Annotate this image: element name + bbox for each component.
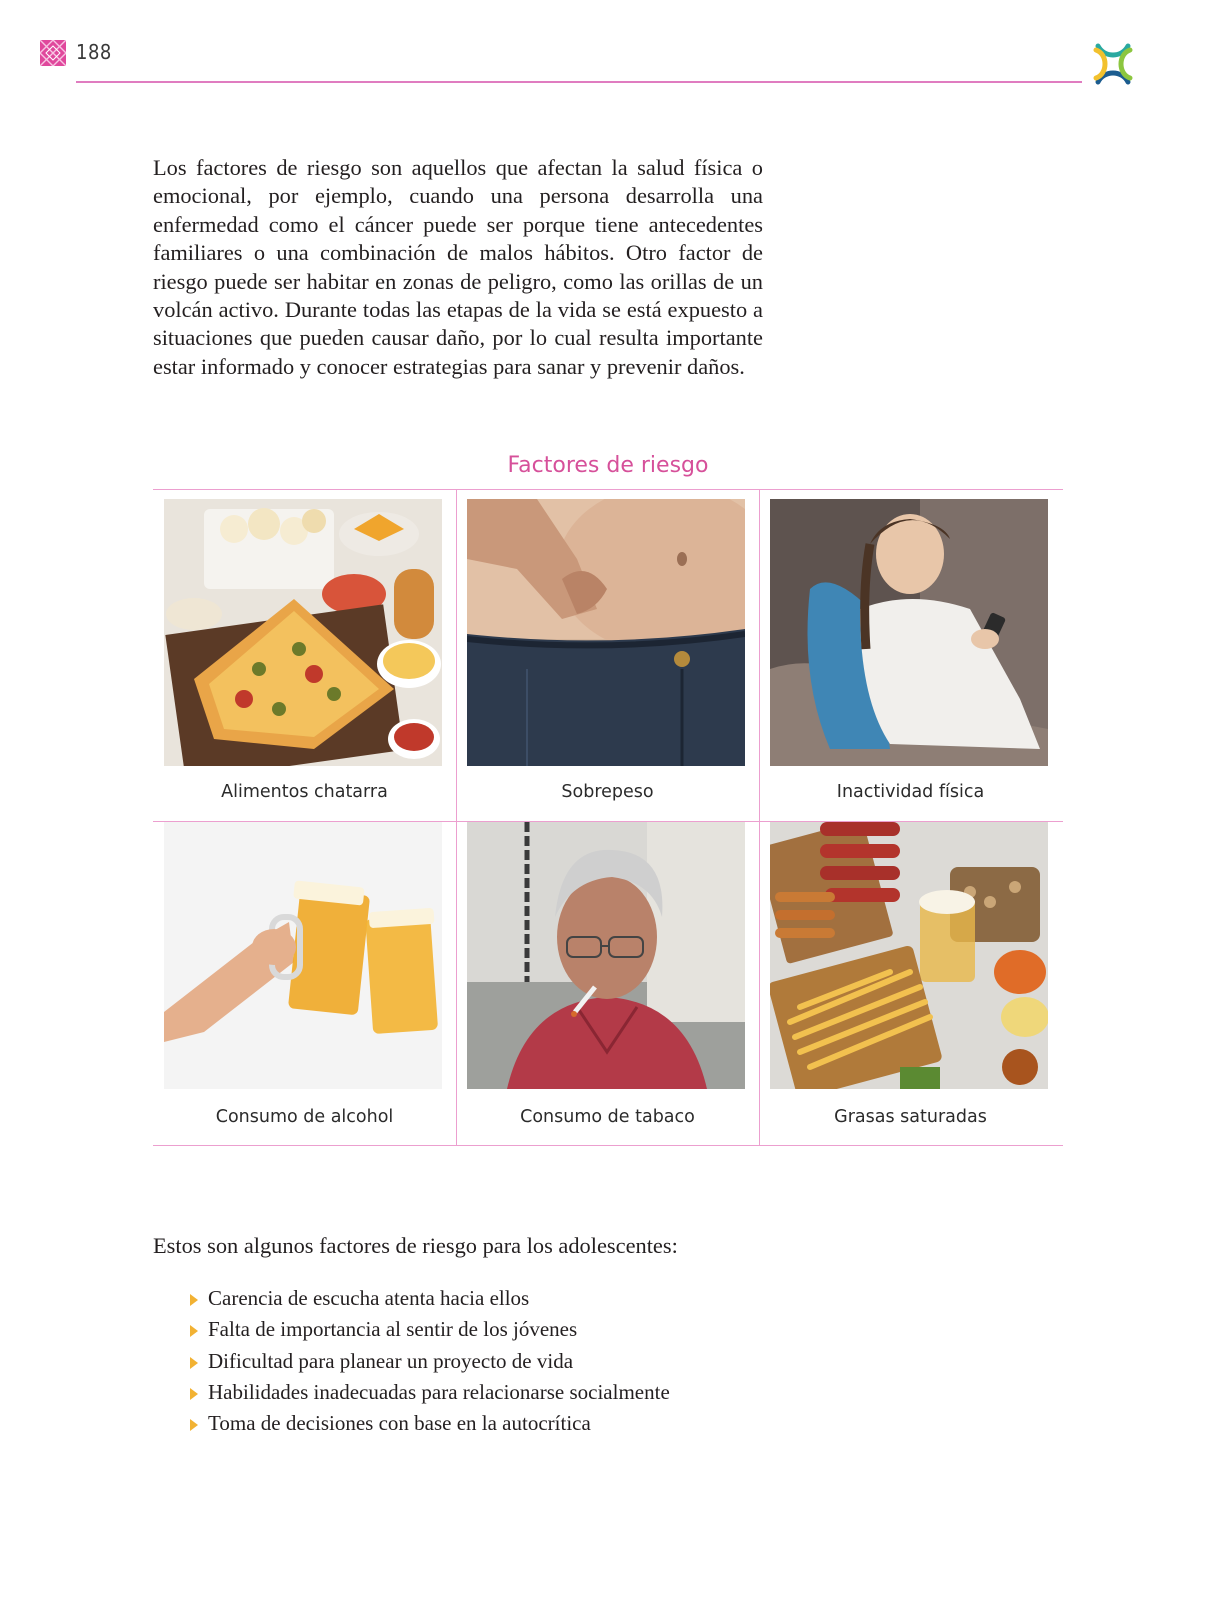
overweight-belly-photo [467, 499, 745, 766]
grid-divider-1 [456, 489, 457, 1145]
list-item: Dificultad para planear un proyecto de vida [190, 1346, 670, 1377]
list-item: Carencia de escucha atenta hacia ellos [190, 1283, 670, 1314]
grid-divider-2 [759, 489, 760, 1145]
caption-junk-food: Alimentos chatarra [221, 782, 388, 802]
caption-overweight: Sobrepeso [561, 782, 654, 802]
intro-paragraph: Los factores de riesgo son aquellos que afectan la salud física o emocional, por ejemplo, cuando una persona desarrolla una enfermedad como el cáncer puede ser porque tiene antecedentes familiares o una combinación de malos hábitos. Otro factor de riesgo puede ser habitar en zonas de peligro, como las orillas de un volcán activo. Durante todas las etapas de la vida se está expuesto a situaciones que pueden causar daño, por lo cual resulta importante estar informado y conocer estrategias para sanar y prevenir daños. [153, 155, 763, 379]
triangle-bullet-icon [190, 1357, 198, 1369]
caption-saturated-fat: Grasas saturadas [834, 1107, 987, 1127]
man-smoking-photo [467, 822, 745, 1089]
caption-inactivity: Inactividad física [836, 782, 985, 802]
triangle-bullet-icon [190, 1419, 198, 1431]
list-intro: Estos son algunos factores de riesgo para los adolescentes: [153, 1233, 678, 1258]
list-item: Toma de decisiones con base en la autocrítica [190, 1408, 670, 1439]
triangle-bullet-icon [190, 1388, 198, 1400]
girl-on-phone-photo [770, 499, 1048, 766]
caption-alcohol: Consumo de alcohol [215, 1107, 394, 1127]
triangle-bullet-icon [190, 1325, 198, 1337]
page-number: 188 [76, 40, 112, 64]
list-item: Falta de importancia al sentir de los jóvenes [190, 1314, 670, 1345]
grid-rule-top [153, 489, 1063, 490]
figure-title: Factores de riesgo [507, 453, 709, 478]
header-rule [76, 81, 1082, 83]
beer-mugs-photo [164, 822, 442, 1089]
list-item: Habilidades inadecuadas para relacionarse socialmente [190, 1377, 670, 1408]
grid-rule-bottom [153, 1145, 1063, 1146]
risk-factor-list [190, 1283, 670, 1439]
knot-logo-icon [1090, 40, 1136, 88]
caption-tobacco: Consumo de tabaco [520, 1107, 695, 1127]
fried-food-photo [770, 822, 1048, 1089]
pink-diamond-pattern-icon [40, 40, 66, 66]
junk-food-photo [164, 499, 442, 766]
triangle-bullet-icon [190, 1294, 198, 1306]
